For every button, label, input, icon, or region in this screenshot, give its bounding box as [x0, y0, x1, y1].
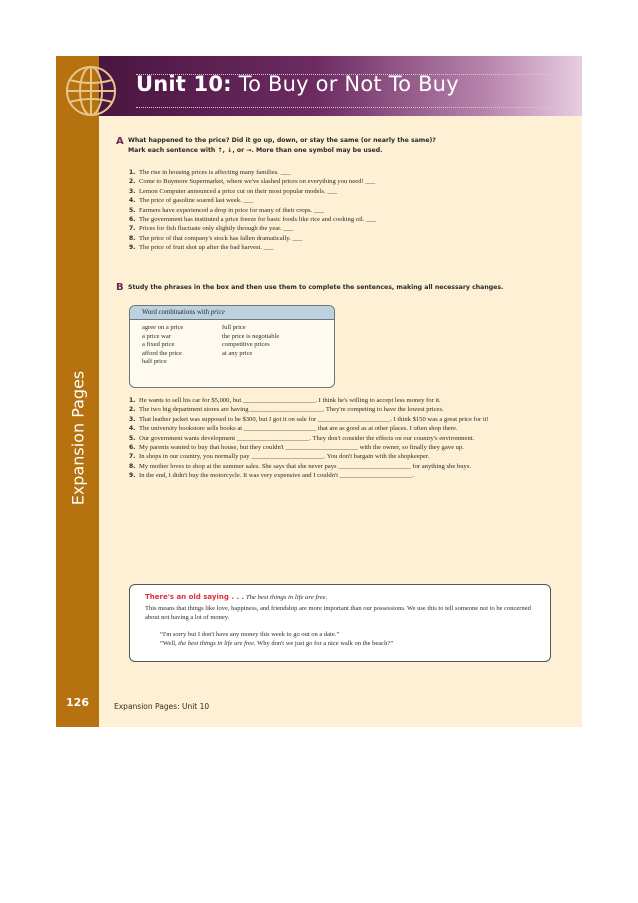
section-a-instructions: What happened to the price? Did it go up, down, or stay the same (or nearly the same)? Mark each sentence with ↑, ↓, or →. More than one symbol may be used. [128, 137, 436, 154]
saying-heading: There's an old saying . . . The best things in life are free. [145, 593, 328, 601]
list-item: 6. My parents wanted to buy that house, but they couldn't ______________________ with the owner, so finally they gave up. [129, 444, 464, 452]
saying-explanation: This means that things like love, happiness, and friendship are more important than our possessions. We use this to tell someone not to be concerned about not having a lot of money. [145, 605, 531, 621]
word-box-heading: Word combinations with price [130, 306, 334, 320]
textbook-page [56, 56, 582, 727]
section-a-list [129, 168, 549, 253]
list-item: 2. The two big department stores are having ______________________. They're competing to have the lowest prices. [129, 406, 444, 414]
list-item: 9. In the end, I didn't buy the motorcycle. It was very expensive and I couldn't ______________________. [129, 472, 414, 480]
section-a-letter: A [116, 136, 124, 147]
list-item: 3. That leather jacket was supposed to be $300, but I got it on sale for ______________________. I think $150 was a great price for it! [129, 415, 489, 423]
phrase: agree on a price [142, 324, 184, 331]
dialogue-line: “I'm sorry but I don't have any money this week to go out on a date.” [160, 631, 340, 638]
word-box-column [142, 324, 222, 367]
phrase: afford the price [142, 349, 182, 357]
section-b-letter: B [116, 282, 124, 293]
list-item: 1. The rise in housing prices is affecting many families. ___ [129, 169, 291, 176]
phrase: at any price [222, 349, 253, 357]
word-box-columns [130, 320, 334, 367]
phrase: a price war [142, 332, 171, 340]
section-b-instructions: Study the phrases in the box and then use them to complete the sentences, making all necessary changes. [128, 284, 504, 291]
sidebar-label: Expansion Pages [68, 370, 88, 506]
old-saying-box [129, 584, 551, 662]
phrase: competitive prices [222, 341, 270, 349]
list-item: 8. The price of that company's stock has fallen dramatically. ___ [129, 234, 303, 242]
phrase: half price [142, 358, 167, 366]
footer-text: Expansion Pages: Unit 10 [114, 702, 210, 711]
word-box-column [222, 324, 332, 367]
phrase: a fixed price [142, 341, 175, 349]
list-item: 8. My mother loves to shop at the summer sales. She says that she never pays ______________________ for anything she buys. [129, 462, 472, 470]
dialogue-line: “Well, the best things in life are free. Why don't we just go for a nice walk on the beach?” [160, 640, 394, 647]
list-item: 9. The price of fruit shot up after the bad harvest. ___ [129, 244, 274, 252]
section-b-list [129, 396, 549, 481]
page-number: 126 [66, 696, 89, 709]
banner-dotted-line-bottom [136, 107, 556, 108]
page-title: Unit 10: To Buy or Not To Buy [136, 72, 459, 96]
list-item: 7. Prices for fish fluctuate only slightly through the year. ___ [129, 225, 294, 233]
phrase: the price is negotiable [222, 332, 280, 340]
list-item: 5. Farmers have experienced a drop in price for many of their crops. ___ [129, 206, 324, 214]
list-item: 7. In shops in our country, you normally pay ______________________. You don't bargain with the shopkeeper. [129, 453, 430, 461]
list-item: 2. Come to Buymore Supermarket, where we've slashed prices on everything you need! ___ [129, 178, 376, 186]
list-item: 5. Our government wants development ______________________. They don't consider the effects on our country's environment. [129, 434, 475, 442]
globe-icon [58, 58, 124, 124]
list-item: 6. The government has instituted a price freeze for basic foods like rice and cooking oil. ___ [129, 216, 376, 224]
list-item: 3. Lemon Computer announced a price cut on their most popular models. ___ [129, 187, 338, 195]
list-item: 4. The price of gasoline soared last week. ___ [129, 197, 254, 205]
list-item: 4. The university bookstore sells books at ______________________ that are as good as at other places. I often shop there. [129, 425, 458, 433]
word-combinations-box [129, 305, 335, 388]
saying-dialogue [160, 630, 540, 648]
phrase: full price [222, 324, 246, 331]
sidebar [56, 56, 99, 727]
list-item: 1. He wants to sell his car for $5,000, but ______________________. I think he's willing to accept less money for it. [129, 397, 441, 404]
